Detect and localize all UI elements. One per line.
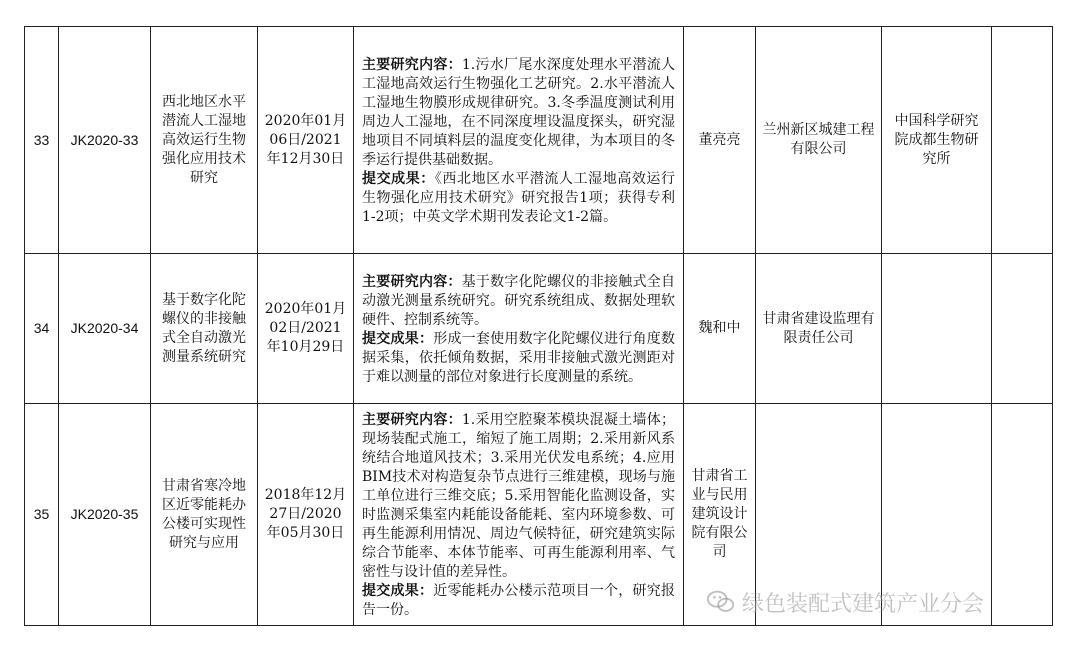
project-table (24, 26, 1053, 626)
project-period: 2018年12月27日/2020年05月30日 (258, 404, 354, 626)
table-row (25, 27, 1053, 254)
table-row (25, 254, 1053, 404)
watermark (706, 584, 984, 620)
project-content (354, 254, 684, 404)
row-number: 33 (25, 27, 59, 254)
project-title: 基于数字化陀螺仪的非接触式全自动激光测量系统研究 (151, 254, 258, 404)
project-code: JK2020-33 (59, 27, 151, 254)
project-content (354, 27, 684, 254)
content-text: 1.污水厂尾水深度处理水平潜流人工湿地高效运行生物强化工艺研究。2.水平潜流人工湿地生物膜形成规律研究。3.冬季温度测试利用周边人工湿地，在不同深度埋设温度探头，研究湿地项目不同填料层的温度变化规律，为本项目的冬季运行提供基础数据。 (362, 56, 676, 168)
empty-cell (992, 27, 1053, 254)
row-number: 35 (25, 404, 59, 626)
result-label: 提交成果： (362, 170, 435, 187)
project-leader: 甘肃省工业与民用建筑设计院有限公司 (684, 404, 756, 626)
wechat-icon (706, 587, 736, 617)
project-code: JK2020-35 (59, 404, 151, 626)
content-label: 主要研究内容： (362, 273, 462, 290)
responsible-unit: 甘肃省建设监理有限责任公司 (756, 254, 882, 404)
result-text: 近零能耗办公楼示范项目一个，研究报告一份。 (362, 583, 676, 618)
empty-cell (992, 404, 1053, 626)
project-content (354, 404, 684, 626)
project-code: JK2020-34 (59, 254, 151, 404)
project-leader: 魏和中 (684, 254, 756, 404)
content-label: 主要研究内容： (362, 412, 462, 428)
content-text: 1.采用空腔聚苯模块混凝土墙体；现场装配式施工，缩短了施工周期；2.采用新风系统结合地道风技术；3.采用光伏发电系统；4.应用BIM技术对构造复杂节点进行三维建模，现场与施工单位进行三维交底；5.采用智能化监测设备，实时监测采集室内耗能设备能耗、室内环境参数、可再生能源利用情况、周边气候特征，研究建筑实际综合节能率、本体节能率、可再生能源利用率、气密性与设计值的差异性。 (362, 412, 676, 580)
partner-unit (882, 254, 992, 404)
watermark-text: 绿色装配式建筑产业分会 (742, 591, 985, 617)
content-text: 基于数字化陀螺仪的非接触式全自动激光测量系统研究。研究系统组成、数据处理软硬件、控制系统等。 (362, 273, 676, 328)
result-text: 《西北地区水平潜流人工湿地高效运行生物强化应用技术研究》研究报告1项；获得专利1-2项；中英文学术期刊发表论文1-2篇。 (362, 170, 676, 225)
project-leader: 董亮亮 (684, 27, 756, 254)
result-text: 形成一套使用数字化陀螺仪进行角度数据采集，依托倾角数据，采用非接触式激光测距对于难以测量的部位对象进行长度测量的系统。 (362, 330, 676, 385)
project-period: 2020年01月02日/2021年10月29日 (258, 254, 354, 404)
project-period: 2020年01月06日/2021年12月30日 (258, 27, 354, 254)
project-title: 甘肃省寒冷地区近零能耗办公楼可实现性研究与应用 (151, 404, 258, 626)
project-title: 西北地区水平潜流人工湿地高效运行生物强化应用技术研究 (151, 27, 258, 254)
responsible-unit: 兰州新区城建工程有限公司 (756, 27, 882, 254)
result-label: 提交成果： (362, 583, 434, 599)
row-number: 34 (25, 254, 59, 404)
result-label: 提交成果： (362, 330, 434, 347)
empty-cell (992, 254, 1053, 404)
content-label: 主要研究内容： (362, 56, 462, 73)
partner-unit: 中国科学研究院成都生物研究所 (882, 27, 992, 254)
